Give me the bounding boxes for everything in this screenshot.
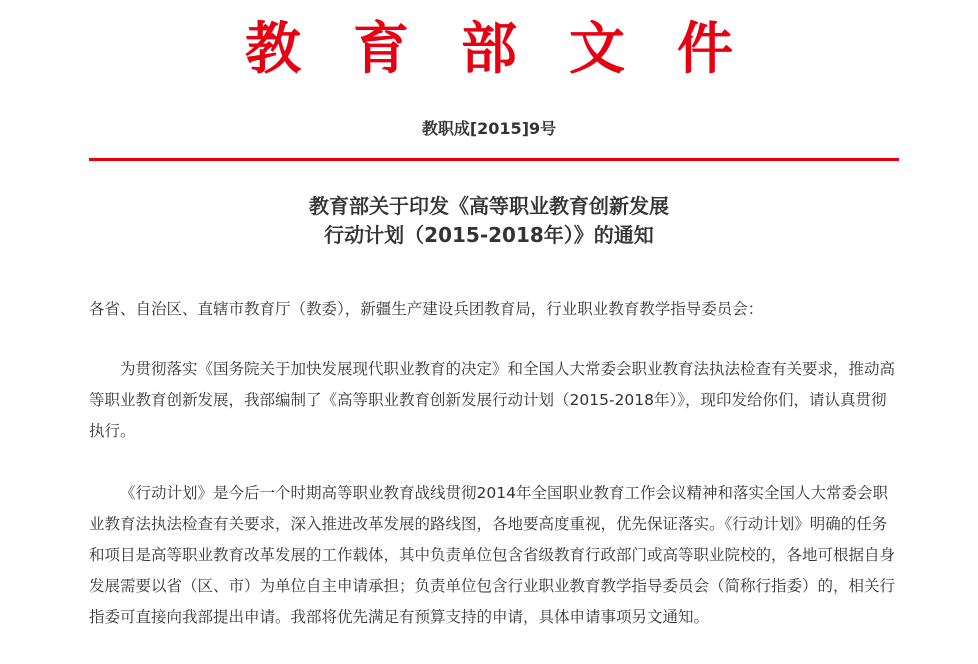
document-title-line-1: 教育部关于印发《高等职业教育创新发展 xyxy=(309,194,669,218)
document-body xyxy=(89,294,899,664)
red-divider-line xyxy=(89,158,899,161)
body-paragraph-1: 为贯彻落实《国务院关于加快发展现代职业教育的决定》和全国人大常委会职业教育法执法检查有关要求，推动高等职业教育创新发展，我部编制了《高等职业教育创新发展行动计划（2015-2018年）》，现印发给你们，请认真贯彻执行。 xyxy=(89,360,896,440)
document-title xyxy=(0,192,978,250)
document-masthead: 教育部文件 xyxy=(245,16,785,82)
salutation: 各省、自治区、直辖市教育厅（教委），新疆生产建设兵团教育局，行业职业教育教学指导委员会： xyxy=(89,300,764,318)
document-title-line-2: 行动计划（2015-2018年）》的通知 xyxy=(324,223,654,247)
body-paragraph-2: 《行动计划》是今后一个时期高等职业教育战线贯彻2014年全国职业教育工作会议精神和落实全国人大常委会职业教育法执法检查有关要求，深入推进改革发展的路线图，各地要高度重视，优先保证落实。《行动计划》明确的任务和项目是高等职业教育改革发展的工作载体，其中负责单位包含省级教育行政部门或高等职业院校的，各地可根据自身发展需要以省（区、市）为单位自主申请承担；负责单位包含行业职业教育教学指导委员会（简称行指委）的，相关行指委可直接向我部提出申请。我部将优先满足有预算支持的申请，具体申请事项另文通知。 xyxy=(89,484,896,626)
document-number: 教职成[2015]9号 xyxy=(421,119,557,138)
